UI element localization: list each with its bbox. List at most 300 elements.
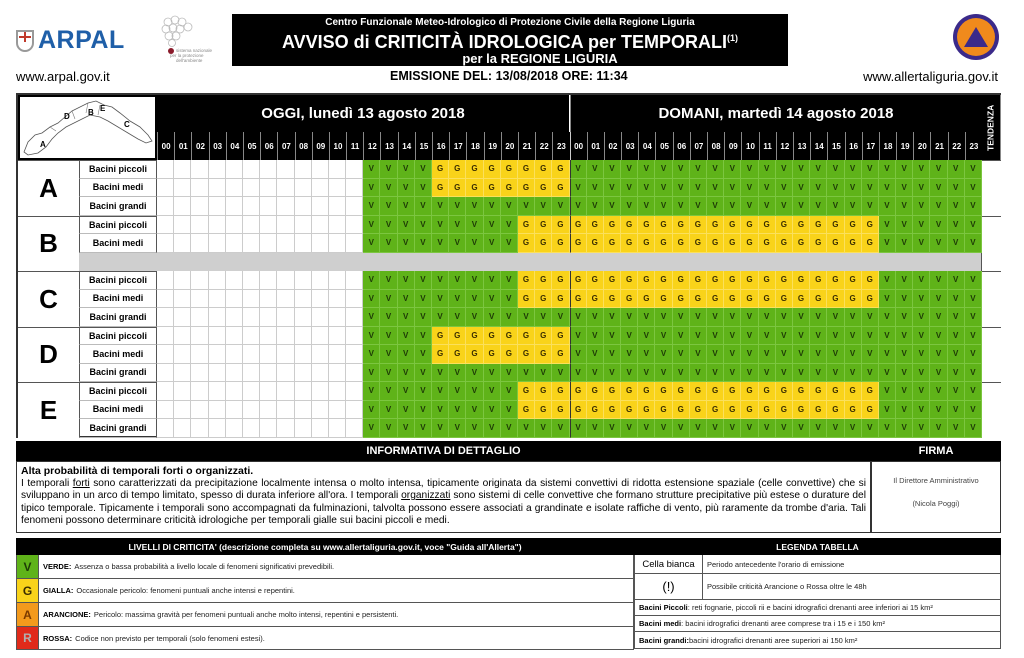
hour-cell	[312, 364, 329, 383]
hour-cell	[260, 271, 277, 290]
hour-cell: G	[535, 216, 552, 235]
hour-cell: V	[398, 197, 415, 216]
hour-cell: G	[552, 401, 569, 420]
hour-cell: V	[398, 382, 415, 401]
hour-cell: V	[776, 197, 793, 216]
hour-cell	[174, 364, 191, 383]
hour-cell: G	[449, 345, 466, 364]
today-header: OGGI, lunedì 13 agosto 2018	[157, 95, 569, 132]
hour-cell: G	[673, 401, 690, 420]
hour-header: 14	[810, 132, 827, 160]
hour-cell	[346, 364, 363, 383]
hour-cell: V	[501, 308, 518, 327]
hour-cell	[157, 327, 174, 346]
hour-cell	[329, 401, 346, 420]
hour-cell: V	[810, 327, 827, 346]
hour-cell: V	[759, 179, 776, 198]
hour-cell	[157, 179, 174, 198]
hour-cell: G	[724, 401, 741, 420]
hour-header: 03	[621, 132, 638, 160]
hour-cell: G	[552, 179, 569, 198]
hour-cell	[312, 216, 329, 235]
hour-cell: G	[793, 216, 810, 235]
hour-cell: V	[879, 345, 896, 364]
hour-cell: V	[398, 308, 415, 327]
hour-cell	[157, 197, 174, 216]
hour-cell: G	[638, 216, 655, 235]
hour-cell: V	[948, 234, 965, 253]
hour-cell: V	[501, 234, 518, 253]
hour-header-row	[157, 132, 982, 160]
hour-cell: V	[759, 345, 776, 364]
hour-cell: V	[638, 327, 655, 346]
hour-cell	[226, 308, 243, 327]
hour-cell: G	[604, 290, 621, 309]
hour-cell: V	[621, 364, 638, 383]
hour-cell	[277, 271, 294, 290]
hour-cell: V	[707, 197, 724, 216]
hour-cell: V	[638, 179, 655, 198]
table-row	[157, 401, 982, 420]
hour-header: 05	[243, 132, 260, 160]
hour-cell	[243, 179, 260, 198]
hour-cell: G	[724, 382, 741, 401]
hour-cell: V	[398, 327, 415, 346]
legend-exclamation: (!) Possibile criticità Arancione o Rossa oltre le 48h	[634, 574, 1001, 600]
hour-cell: V	[587, 419, 604, 438]
hour-cell: V	[638, 345, 655, 364]
hour-cell: V	[673, 419, 690, 438]
hour-cell: G	[638, 271, 655, 290]
hour-cell: V	[690, 345, 707, 364]
hour-cell: G	[707, 382, 724, 401]
hour-cell	[346, 160, 363, 179]
hour-cell	[226, 382, 243, 401]
hour-cell: G	[466, 160, 483, 179]
hour-cell	[174, 327, 191, 346]
hour-cell	[277, 401, 294, 420]
hour-cell: V	[690, 308, 707, 327]
hour-cell	[295, 401, 312, 420]
hour-cell	[226, 179, 243, 198]
hour-cell	[295, 345, 312, 364]
hour-cell	[277, 345, 294, 364]
hour-cell	[226, 160, 243, 179]
hour-cell	[157, 160, 174, 179]
hour-cell: G	[604, 401, 621, 420]
exclamation-icon: (!)	[635, 574, 703, 599]
hour-cell	[346, 197, 363, 216]
hour-cell: V	[398, 364, 415, 383]
hour-cell: G	[552, 160, 569, 179]
legend-white-cell: Cella bianca Periodo antecedente l'orario di emissione	[634, 555, 1001, 574]
hour-cell: G	[432, 345, 449, 364]
hour-cell: G	[741, 382, 758, 401]
hour-cell: V	[638, 364, 655, 383]
hour-cell: V	[380, 345, 397, 364]
hour-cell: V	[741, 179, 758, 198]
hour-cell: V	[965, 345, 982, 364]
hour-cell: V	[449, 401, 466, 420]
hour-cell: V	[621, 179, 638, 198]
hour-cell: V	[449, 197, 466, 216]
hour-cell: V	[759, 364, 776, 383]
hour-cell	[277, 160, 294, 179]
hour-cell: V	[363, 160, 380, 179]
hour-header: 17	[449, 132, 466, 160]
hour-cell: V	[879, 364, 896, 383]
hour-cell: V	[793, 419, 810, 438]
hour-cell: V	[363, 197, 380, 216]
hour-cell: G	[466, 345, 483, 364]
hour-cell: G	[638, 382, 655, 401]
hour-cell: V	[845, 179, 862, 198]
info-organizzati: organizzati	[401, 490, 451, 501]
hour-cell: V	[363, 179, 380, 198]
hour-cell: V	[879, 197, 896, 216]
hour-cell: V	[965, 216, 982, 235]
hour-cell: G	[845, 382, 862, 401]
hour-cell	[277, 179, 294, 198]
tendenza-header: TENDENZA	[981, 95, 1001, 160]
hour-cell: V	[879, 382, 896, 401]
hour-cell	[277, 290, 294, 309]
hour-cell: V	[759, 160, 776, 179]
protezione-civile-logo	[953, 14, 999, 60]
hour-header: 23	[965, 132, 982, 160]
hour-cell: V	[776, 419, 793, 438]
hour-cell: V	[862, 364, 879, 383]
hour-cell: G	[518, 179, 535, 198]
table-row	[157, 308, 982, 327]
hour-cell: V	[896, 290, 913, 309]
hour-cell: V	[879, 290, 896, 309]
hour-cell: V	[948, 179, 965, 198]
hour-cell: V	[604, 327, 621, 346]
hour-cell: G	[449, 160, 466, 179]
hour-cell: V	[449, 419, 466, 438]
hour-cell: G	[862, 290, 879, 309]
hour-cell: V	[896, 364, 913, 383]
tendenza-cell	[981, 160, 1001, 216]
arpal-url[interactable]: www.arpal.gov.it	[16, 69, 110, 84]
hour-cell: V	[604, 364, 621, 383]
hour-cell: G	[759, 271, 776, 290]
tomorrow-header: DOMANI, martedì 14 agosto 2018	[570, 95, 981, 132]
hour-cell: V	[930, 216, 947, 235]
hour-cell: G	[466, 179, 483, 198]
hour-cell: G	[776, 271, 793, 290]
hour-cell: V	[724, 179, 741, 198]
hour-cell: V	[741, 419, 758, 438]
hour-cell	[277, 419, 294, 438]
hour-cell: G	[570, 382, 587, 401]
hour-cell: V	[604, 345, 621, 364]
hour-cell: G	[862, 382, 879, 401]
hour-cell: V	[930, 290, 947, 309]
hour-cell	[295, 308, 312, 327]
svg-text:dell'ambiente: dell'ambiente	[176, 58, 203, 63]
hour-cell: V	[930, 179, 947, 198]
hour-cell: V	[845, 419, 862, 438]
hour-cell: V	[415, 179, 432, 198]
hour-cell: G	[810, 401, 827, 420]
hour-cell: V	[913, 160, 930, 179]
hour-cell: V	[741, 345, 758, 364]
hour-cell: V	[810, 160, 827, 179]
hour-cell: G	[552, 382, 569, 401]
hour-cell	[260, 327, 277, 346]
hour-cell: V	[432, 382, 449, 401]
hour-cell: V	[896, 382, 913, 401]
hour-cell: V	[415, 234, 432, 253]
hour-cell: G	[810, 216, 827, 235]
hour-cell	[260, 179, 277, 198]
hour-cell: G	[535, 179, 552, 198]
hour-cell	[312, 345, 329, 364]
hour-cell: V	[570, 364, 587, 383]
hour-cell: G	[518, 345, 535, 364]
hour-cell	[226, 345, 243, 364]
hour-header: 20	[913, 132, 930, 160]
hour-header: 07	[277, 132, 294, 160]
hour-cell: V	[724, 345, 741, 364]
hour-cell: V	[552, 419, 569, 438]
hour-cell	[346, 234, 363, 253]
hour-cell: V	[913, 364, 930, 383]
table-row	[157, 216, 982, 235]
hour-cell: V	[621, 345, 638, 364]
hour-cell: V	[501, 271, 518, 290]
hour-cell: V	[827, 179, 844, 198]
info-forti: forti	[72, 477, 90, 489]
hour-header: 04	[638, 132, 655, 160]
hour-cell	[260, 364, 277, 383]
hour-cell: V	[707, 308, 724, 327]
hour-cell: V	[879, 327, 896, 346]
hour-cell	[174, 308, 191, 327]
hour-cell: V	[673, 327, 690, 346]
hour-cell	[157, 382, 174, 401]
hour-cell: V	[948, 197, 965, 216]
hour-cell: V	[604, 308, 621, 327]
hour-header: 11	[759, 132, 776, 160]
hour-cell: V	[896, 197, 913, 216]
hour-cell: V	[621, 419, 638, 438]
hour-cell: V	[776, 345, 793, 364]
hour-cell: V	[879, 271, 896, 290]
hour-cell: G	[518, 382, 535, 401]
hour-cell: V	[913, 234, 930, 253]
hour-cell: V	[896, 345, 913, 364]
hour-cell: V	[621, 327, 638, 346]
hour-header: 12	[363, 132, 380, 160]
hour-cell	[191, 327, 208, 346]
hour-cell: V	[501, 419, 518, 438]
hour-cell: V	[845, 160, 862, 179]
hour-cell: V	[862, 345, 879, 364]
hour-cell: V	[965, 327, 982, 346]
hour-cell: V	[363, 419, 380, 438]
hour-cell	[312, 419, 329, 438]
hour-cell	[295, 327, 312, 346]
hour-header: 15	[827, 132, 844, 160]
hour-cell	[312, 382, 329, 401]
hour-cell	[346, 308, 363, 327]
hour-cell: V	[570, 160, 587, 179]
hour-cell: V	[432, 419, 449, 438]
hour-cell: V	[673, 308, 690, 327]
signature-box	[871, 461, 1001, 533]
hour-cell	[191, 364, 208, 383]
hour-cell: G	[827, 401, 844, 420]
hour-cell: G	[621, 290, 638, 309]
hour-header: 01	[174, 132, 191, 160]
hour-cell: G	[655, 234, 672, 253]
hour-cell: V	[398, 179, 415, 198]
hour-cell: V	[570, 308, 587, 327]
hour-cell: V	[930, 419, 947, 438]
allerta-url[interactable]: www.allertaliguria.gov.it	[863, 69, 998, 84]
hour-header: 22	[948, 132, 965, 160]
hour-cell: V	[466, 216, 483, 235]
hour-cell	[243, 197, 260, 216]
zone-label-d: D	[18, 327, 79, 383]
table-row	[157, 382, 982, 401]
hour-cell: V	[913, 308, 930, 327]
basin-label: Bacini grandi	[79, 308, 157, 327]
hour-cell	[329, 308, 346, 327]
hour-cell: V	[930, 382, 947, 401]
hour-cell: V	[930, 308, 947, 327]
hour-cell: V	[587, 197, 604, 216]
hour-cell: G	[759, 382, 776, 401]
hour-cell: G	[793, 271, 810, 290]
hour-cell: V	[655, 419, 672, 438]
hour-cell: V	[862, 197, 879, 216]
hour-cell: V	[466, 419, 483, 438]
hour-cell: V	[741, 160, 758, 179]
hour-cell: V	[484, 290, 501, 309]
hour-cell	[277, 234, 294, 253]
hour-cell: V	[948, 308, 965, 327]
hour-cell: V	[690, 179, 707, 198]
empty-row-band	[79, 253, 981, 271]
map-label-e: E	[100, 104, 106, 113]
hour-cell	[260, 290, 277, 309]
hour-cell: V	[965, 419, 982, 438]
snpa-logo	[158, 14, 228, 64]
hour-cell: G	[655, 216, 672, 235]
hour-cell: G	[793, 382, 810, 401]
hour-cell: V	[398, 401, 415, 420]
hour-cell	[260, 382, 277, 401]
hour-cell: V	[415, 308, 432, 327]
hour-cell: G	[690, 290, 707, 309]
hour-cell	[191, 382, 208, 401]
svg-text:per la protezione: per la protezione	[170, 53, 204, 58]
levels-header: LIVELLI DI CRITICITA' (descrizione completa su www.allertaliguria.gov.it, voce "Guida all'Allerta")	[16, 538, 634, 555]
hour-cell: V	[948, 290, 965, 309]
hour-cell: V	[415, 216, 432, 235]
hour-cell: V	[466, 271, 483, 290]
hour-cell	[226, 271, 243, 290]
hour-cell: G	[862, 234, 879, 253]
liguria-shield-icon	[16, 30, 34, 52]
hour-cell: V	[879, 234, 896, 253]
hour-cell: G	[484, 179, 501, 198]
hour-cell: G	[793, 290, 810, 309]
hour-cell: V	[638, 308, 655, 327]
hour-cell	[295, 234, 312, 253]
hour-cell: V	[363, 345, 380, 364]
hour-cell: V	[948, 160, 965, 179]
hour-cell: V	[363, 308, 380, 327]
hour-cell: V	[948, 327, 965, 346]
hour-cell: V	[535, 419, 552, 438]
hour-cell: G	[862, 216, 879, 235]
hour-cell: G	[845, 290, 862, 309]
hour-cell: V	[518, 364, 535, 383]
hour-header: 11	[346, 132, 363, 160]
hour-cell: G	[707, 271, 724, 290]
table-row	[157, 290, 982, 309]
hour-cell: V	[879, 419, 896, 438]
hour-cell: V	[913, 345, 930, 364]
hour-cell: V	[363, 327, 380, 346]
arpal-logo	[16, 26, 125, 55]
hour-cell: G	[827, 271, 844, 290]
hour-cell: V	[741, 197, 758, 216]
table-row	[157, 345, 982, 364]
hour-cell: G	[673, 382, 690, 401]
hour-cell: V	[415, 382, 432, 401]
hour-cell: V	[432, 364, 449, 383]
hour-cell: V	[484, 419, 501, 438]
hour-cell: V	[845, 345, 862, 364]
hour-cell: G	[655, 271, 672, 290]
hour-cell: V	[380, 160, 397, 179]
tendenza-cell	[981, 216, 1001, 272]
hour-cell: G	[604, 271, 621, 290]
hour-cell	[277, 364, 294, 383]
hour-cell: V	[432, 197, 449, 216]
hour-cell: V	[449, 234, 466, 253]
hour-cell	[209, 197, 226, 216]
hour-cell	[295, 160, 312, 179]
hour-cell: G	[776, 290, 793, 309]
hour-cell: V	[552, 308, 569, 327]
hour-cell: V	[363, 234, 380, 253]
hour-cell: V	[930, 327, 947, 346]
hour-cell: V	[930, 160, 947, 179]
hour-cell	[295, 364, 312, 383]
hour-cell	[226, 290, 243, 309]
hour-cell	[243, 160, 260, 179]
hour-cell: V	[827, 419, 844, 438]
hour-cell: V	[930, 345, 947, 364]
hour-cell: V	[741, 327, 758, 346]
hour-cell: V	[655, 160, 672, 179]
hour-cell: V	[587, 345, 604, 364]
hour-cell: G	[535, 382, 552, 401]
hour-cell: V	[484, 271, 501, 290]
hour-cell: V	[398, 160, 415, 179]
hour-cell: V	[604, 419, 621, 438]
hour-cell: V	[501, 401, 518, 420]
hour-cell: G	[535, 401, 552, 420]
hour-cell: G	[552, 345, 569, 364]
